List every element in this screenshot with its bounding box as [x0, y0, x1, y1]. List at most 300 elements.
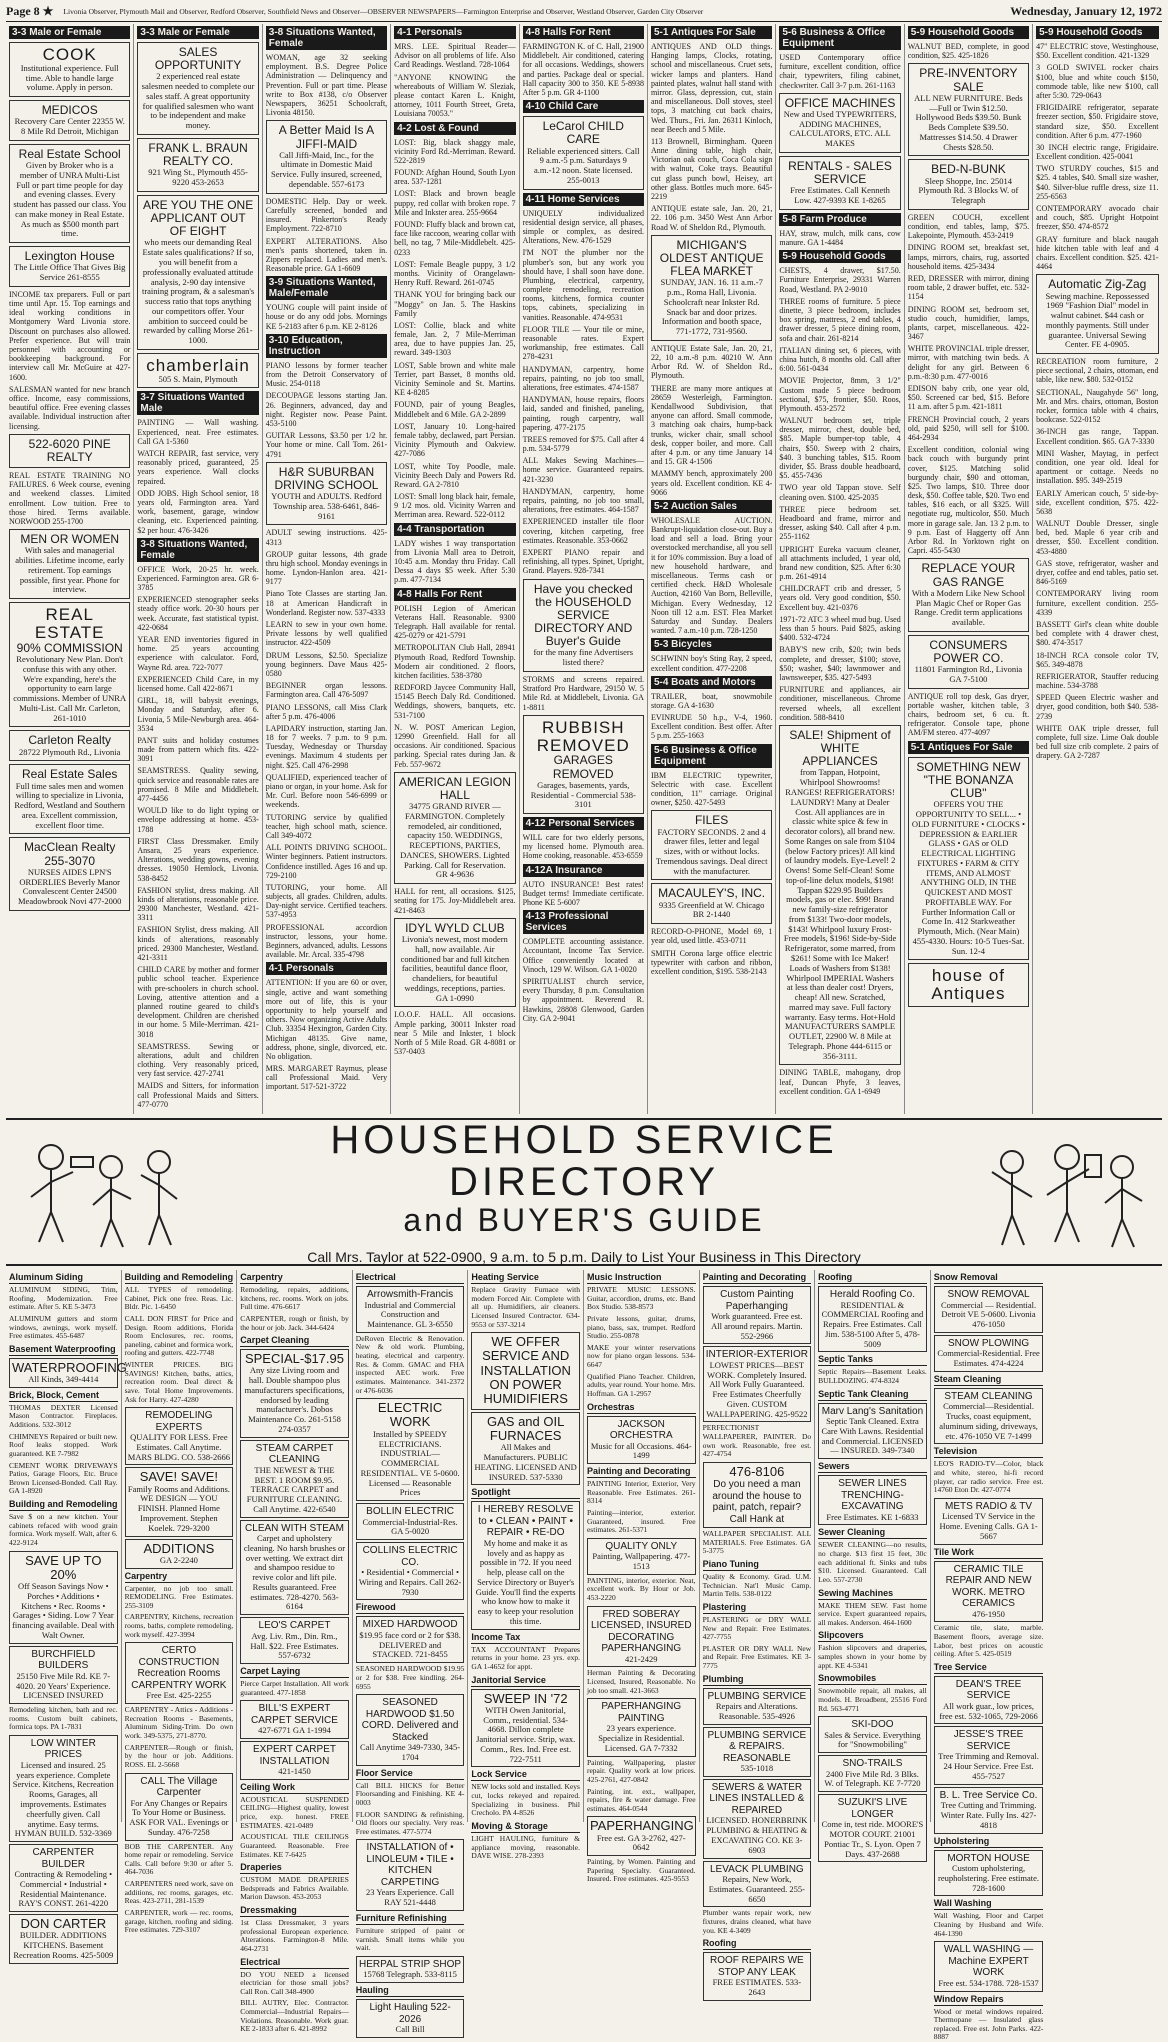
- directory-column: [931, 1270, 1047, 2042]
- display-ad: [523, 116, 644, 189]
- display-ad: [394, 918, 515, 1008]
- display-ad-body: Contracting & Remodeling • Commercial • Industrial • Residential Maintenance. RAY'S CONST. 261-4220: [14, 1869, 113, 1909]
- display-ad: [934, 1561, 1044, 1623]
- classified-ad: Carpenter, no job too small. REMODELING. Free Estimates. 255-3109: [124, 1583, 234, 1610]
- display-ad: [703, 1861, 812, 1908]
- display-ad-title: QUALITY ONLY: [605, 1540, 678, 1552]
- classified-ad: Herman Painting & Decorating Licensed, Insured, Reasonable. No job too small. 421-3663: [586, 1668, 696, 1695]
- classified-ad: MINI Washer, Maytag, in perfect condition, one year old. Ideal for apartment or cottage. Needs no installation. $95. 349-2519: [1036, 448, 1159, 486]
- category-heading: 4-8 Halls For Rent: [523, 26, 644, 39]
- classified-ad: UPRIGHT Eureka vacuum cleaner, all attachments included, 1 year old, brand new condition, $25. After 6:30 p.m. 261-4914: [779, 544, 901, 582]
- display-ad-body: All work guar., low prices, free est. 532-1065, 729-2066: [939, 1700, 1038, 1721]
- classified-ad: DeRoven Electric & Renovation. New & old work. Plumbing, heating, electrical and carpentry. Res. & Comm. GMAC and FHA inspected AEC work. Free estimates. Maintenance. 341-2372 or 476-6036: [355, 1333, 465, 1395]
- display-ad: [9, 246, 130, 287]
- classified-ad: PIANO LESSONS, call Miss Clark after 5 p.m. 476-4006: [265, 702, 388, 721]
- cartoon-figures-right: [972, 1122, 1162, 1262]
- classified-ad: ANTIQUES AND OLD things. Hanging lamps, Clocks, rotating, school and miscellaneous. Cruet sets, wicker lamps and planters. Hand painted plates, walnut hall stand with mirror. Glass, depression, cut, stain and miscellaneous. Doll stoves, steel tops, 3 matching cut back chairs, Wed. Thurs., Fri. Jan. 26311 Kinloch, near Beech and 5 Mile.: [650, 42, 773, 134]
- display-ad-body: GA 2-2240: [159, 1554, 198, 1565]
- category-heading: 5-4 Boats and Motors: [651, 676, 772, 689]
- classified-ad: Piano Tote Classes are starting Jan. 18 at American Handicraft in Wonderland. Register now. 537-4333: [265, 589, 388, 617]
- classified-ad: FOUND: Afghan Hound, South Lyon area. 537-1281: [394, 168, 516, 187]
- display-ad: [266, 462, 387, 526]
- display-ad-headline: SWEEP IN '72: [483, 1690, 568, 1706]
- display-ad: [703, 1779, 812, 1859]
- category-heading: Carpet Laying: [240, 1666, 349, 1678]
- display-ad-body: • Residential • Commercial • Wiring and Repairs. Call 262-7930: [358, 1567, 462, 1597]
- directory-column: [815, 1270, 931, 1859]
- display-ad: [240, 1617, 349, 1664]
- display-ad-body: 505 S. Main, Plymouth: [158, 373, 238, 384]
- classified-ad: EXPERIENCED Child Care, in my licensed home. Call 422-8671: [137, 674, 259, 693]
- display-ad-body: Licensed TV Service in the Home. Evening Calls. GA 1-5667: [939, 1511, 1038, 1541]
- classified-ad: Remodeling, repairs, additions, kitchens, rec. rooms. Work on jobs. Full time. 476-6617: [240, 1285, 349, 1312]
- classified-ad: ALUMINUM SIDING, Trim, Roofing, Modernization. Free estimate. After 5. KE 5-3473: [9, 1285, 118, 1312]
- columns-column: [520, 24, 648, 1114]
- classified-ad: EXPERT PIANO repair and refinishing, all types. Spinet, Upright, Grand. Players. 928-7341: [522, 547, 644, 576]
- classified-ad: BOB THE CARPENTER. Any home repair or remodeling. Service Calls. Call before 9:30 or after 5. 464-7036: [124, 1841, 234, 1877]
- classified-ad: FRENCH Provincial couch, 2 years old, paid $250, will sell for $100. 464-2934: [907, 414, 1030, 442]
- display-ad-body: LOWEST PRICES—BEST WORK. Completely Insured. All Work Fully Guaranteed. Free Estimates Cheerfully Given. CUSTOM WALLPAPERING. 425-9522: [706, 1359, 808, 1419]
- display-ad: [587, 1416, 696, 1465]
- display-ad: [9, 764, 130, 834]
- classified-ad: LOST: Small long black hair, female, 9 1/2 mos. old. Vicinity Warren and Merriman area. Reward. 522-0112: [394, 492, 516, 520]
- display-ad-title: PRE-INVENTORY SALE: [919, 66, 1018, 94]
- category-heading: 3-8 Situations Wanted, Female: [266, 26, 387, 50]
- display-ad-title: MEN OR WOMEN: [20, 532, 120, 547]
- classified-ad: GROUP guitar lessons, 4th grade thru high school. Monday evenings in home. Lyndon-Hanlon area. 421-9177: [265, 549, 388, 587]
- display-ad-title: MACAULEY'S, INC.: [658, 886, 766, 901]
- category-heading: 5-9 Household Goods: [1036, 26, 1158, 39]
- display-ad-body: All Kinds, 349-4414: [28, 1374, 99, 1385]
- display-ad-body: Installed by SPEEDY ELECTRICIANS. INDUSTRIAL—COMMERCIAL RESIDENTIAL. VE 5-0600. Licensed — Reasonable Prices: [360, 1428, 460, 1498]
- display-ad: [9, 1844, 118, 1912]
- category-heading: 4-12 Personal Services: [523, 817, 644, 830]
- display-ad: [9, 100, 130, 141]
- display-ad-title: PLUMBING SERVICE: [707, 1690, 807, 1702]
- display-ad: [125, 1642, 234, 1704]
- display-ad-body: Repairs, New Work, Estimates. Guaranteed. 255-6650: [708, 1874, 806, 1904]
- category-heading: Snowmobiles: [818, 1673, 927, 1685]
- classified-ad: EXPERIENCED installer tile floor covering, kitchen carpeting, free estimates. Reasonable. 353-0662: [522, 517, 644, 545]
- classified-ad: ATTENTION: If you are 60 or over, single, active and want something more out of life, this is your opportunity to help yourself and others. Now organizing Active Adults Club. 33354 Hexington, Garden City. Michigan 48135. Give name, address, phone, single, divorced, etc. No obligation.: [265, 978, 388, 1061]
- category-heading: Ceiling Work: [240, 1782, 349, 1794]
- display-ad-body: Revolutionary New Plan. Don't confuse this with any other. We're expanding, here's the opportunity to earn large commissions. Member of UNRA Multi-List. Call Mr. Carleton, 261-1010: [13, 654, 127, 723]
- display-ad: [908, 558, 1029, 631]
- display-ad-title: SKI-DOO: [851, 1719, 894, 1731]
- display-ad-body: 427-6771 GA 1-1994: [258, 1725, 331, 1736]
- display-ad-body: who meets our demanding Real Estate sales qualifications? If so, you will benefit from a professionally evaluated attitude analysis, 2-90 day intensive training program, & a salesman's success ratio that tops anything our competitors offer. Your ambition to succeed could be rewarded by calling Morse 261-1000.: [141, 237, 255, 346]
- display-ad: [471, 1689, 580, 1768]
- category-heading: Septic Tank Cleaning: [818, 1389, 927, 1401]
- classified-ad: THANK YOU for bringing back our "Moggy" on Jan. 5. The Haskins Family: [394, 290, 516, 318]
- classified-ad: FASHION Stylist, dress making. All kinds of alterations, reasonably priced. 29300 Manchester, Westland. 421-3311: [137, 925, 259, 963]
- classified-ad: CARPENTER—Rough or finish, by the hour or job. Additions. ROSS. EL 2-5668: [124, 1742, 234, 1769]
- display-ad-headline: COOK: [42, 45, 97, 64]
- category-heading: Spotlight: [471, 1487, 580, 1499]
- display-ad-body: My home and make it as lovely and as happy as possible in '72. If you need help, please call on the Service Directory or Buyer's Guide. You'll find the experts who know how to make it easy to keep your resolution this time.: [475, 1537, 576, 1626]
- display-ad: [908, 963, 1029, 1007]
- classified-ad: HANDYMAN, carpentry, home repairs, painting, no job too small, alterations, free estimates. 474-1587: [522, 364, 644, 392]
- display-ad: [9, 1914, 118, 1964]
- classified-ad: WHOLESALE AUCTION. Bankrupt-liquidation close-out. Buy a load and sell a load. Bring your overstocked merchandise, all you sell it for 10% commission. Buy a load of new household hardware, and miscellaneous. Terms cash or certified check. H&D Wholesale Auction, 42160 Van Born, Belleville, Michigan. Every Wednesday, 12 Noon till 12 a.m. EST. Flea Market Saturday and Sunday. Dealers wanted. 7 a.m.-10 p.m. 728-1250: [650, 515, 773, 636]
- display-ad-title: SUZUKI'S LIVE LONGER: [837, 1797, 908, 1820]
- display-ad-body: Music for all Occasions. 464-1499: [590, 1440, 692, 1461]
- display-ad-body: NURSES AIDES LPN'S ORDERLIES Beverly Manor Convalescent Center 24500 Meadowbrook Novi 477-2000: [17, 866, 122, 907]
- classified-ad: ADULT sewing instructions. 425-4313: [265, 528, 388, 547]
- display-ad: [137, 353, 258, 389]
- classified-ad: LOST: Collie, black and white female, Jan. 2, 7 Mile-Merriman area, due to have puppies Jan. 25, reward. 349-1303: [394, 320, 516, 358]
- display-ad: [356, 1542, 465, 1600]
- classified-ad: Painting, Wallpapering, plaster repair. Quality work at low prices. 425-2761, 427-0842: [586, 1757, 696, 1784]
- display-ad-title: SNOW REMOVAL: [947, 1289, 1030, 1300]
- columns-column: [905, 24, 1033, 1114]
- display-ad-title: WALL WASHING — Machine EXPERT WORK: [943, 1944, 1034, 1979]
- display-ad-title: IDYL WYLD CLUB: [405, 920, 505, 935]
- classified-ad: ANTIQUE Estate Sale, Jan. 20, 21, 22, 10 a.m.-8 p.m. 40210 W. Ann Arbor Rd. W. of Sheldon Rd., Plymouth.: [650, 343, 773, 381]
- display-ad-title: REPLACE YOUR GAS RANGE: [921, 561, 1016, 589]
- display-ad-headline: SPECIAL-$17.95: [244, 1351, 344, 1367]
- display-ad-headline: 476-8106: [729, 1463, 785, 1479]
- classified-ad: BILL AUTRY, Elec. Contractor. Commercial—Industrial Repairs—Violations. Reasonable. Work guar. KE 2-1833 after 6. 421-8992: [240, 1998, 349, 2034]
- display-ad-title: Arrowsmith-Francis: [367, 1289, 454, 1300]
- classified-ad: REDFORD Jaycee Community Hall, 15145 Beech Daly Rd. Conditioned. Weddings, showers, banquets, etc. 531-7100: [394, 683, 516, 720]
- display-ad-title: FRED SOBERAY LICENSED, INSURED DECORATING PAPERHANGING: [590, 1608, 692, 1655]
- display-ad-body: 23 years experience. Specialize in Residential. Licensed. GA 7-7332: [598, 1723, 685, 1753]
- classified-columns: [6, 24, 1162, 1114]
- display-ad: [240, 1700, 349, 1739]
- display-ad: [240, 1520, 349, 1616]
- display-ad-title: DEAN'S TREE SERVICE: [955, 1678, 1022, 1702]
- classified-ad: RECORD-O-PHONE, Model 69, 1 year old, used little. 453-0711: [650, 927, 773, 946]
- display-ad: [934, 1676, 1044, 1725]
- display-ad-headline: SAVE! SAVE!: [139, 1469, 219, 1485]
- classified-ad: WALNUT BED, complete, in good condition, $25. 425-1826: [907, 42, 1030, 61]
- display-ad-body: Commercial-Industrial-Res. GA 5-0020: [362, 1516, 458, 1537]
- display-ad-body: Any size Living room and hall. Double shampoo plus manufacturers specifications, endorsed by leading manufacturer's. Dobos Maintenance Co. 261-5158 274-0357: [244, 1365, 345, 1435]
- classified-ad: LOST, January 10. Long-haired female tabby, declawed, part Persian. Vicinity Plymouth and Oakview. 427-7086: [394, 421, 516, 459]
- display-ad-title: MORTON HOUSE: [947, 1852, 1030, 1864]
- classified-ad: I'M NOT the plumber nor the plumber's son, but any work you should have, I shall soon have done. Plumbing, electrical, carpentry, complete remodeling, recreation rooms, kitchens, formica counter tops, cabinets, specializing in vanities. Reasonable. 474-9531: [522, 248, 644, 322]
- display-ad-headline: WATERPROOFING: [12, 1359, 127, 1375]
- classified-ad: AUTO INSURANCE! Best rates! Budget terms! Immediate certificate. Phone KE 5-6007: [522, 879, 644, 908]
- display-ad-body: Avg. Liv. Rm., Din. Rm., Hall. $22. Free Estimates. 557-6732: [250, 1630, 339, 1661]
- classified-ad: DINING ROOM set, bedroom set, studio couch, humidifier, lamps, plants, carpet, miscellaneous. 422-3467: [907, 304, 1030, 342]
- classified-ad: HALL for rent, all occasions. $125, seating for 175. Joy-Middlebelt area. 421-8463: [394, 887, 516, 915]
- classified-ad: FIRST Class Dressmaker. Emily Ansara, 25 years experience. Alterations, wedding gowns, evening dresses. 19050 Hemlock, Livonia. 538-8452: [137, 836, 259, 883]
- columns-column: [776, 24, 904, 1114]
- classified-ad: WHITE PROVINCIAL triple dresser, mirror, with matching twin beds. A delight for any girl. Between 6 p.m.-8:30 p.m. 477-0016: [907, 344, 1030, 381]
- display-ad: [703, 1462, 812, 1528]
- category-heading: Piano Tuning: [703, 1559, 812, 1571]
- display-ad: [908, 635, 1029, 689]
- display-ad-title: INTERIOR-EXTERIOR: [705, 1349, 808, 1361]
- display-ad-body: QUALITY FOR LESS. Free Estimates. Call Anytime. MARS BLDG. CO. 538-2666: [127, 1432, 231, 1462]
- display-ad: [779, 156, 900, 210]
- classified-ad: LOST, white Toy Poodle, male. Vicinity Beech Daly and Powers Rd. Reward. GA 2-7810: [394, 461, 516, 489]
- classified-ad: EXPERT ALTERATIONS. Also men's pants shortened, taken in. Zippers replaced. Ladies and men's. Reasonable price. GA 1-6609: [265, 236, 388, 274]
- classified-ad: DECOUPAGE lessons starting Jan. 26. Beginners, advanced, day and night. Register now. Pease Paint. 453-5100: [265, 391, 388, 428]
- display-ad: [266, 120, 387, 193]
- category-heading: Tree Service: [934, 1662, 1044, 1674]
- display-ad-body: 23 Years Experience. Call RAY 521-4448: [366, 1887, 455, 1908]
- display-ad-body: Livonia's newest, most modern hall, now available. Air conditioned bar and full kitchen facilities, beautiful dance floor, chandeliers, for beautiful weddings, receptions, parties. GA 1-0990: [400, 934, 510, 1003]
- display-ad-body: Call Anytime 349-7330, 345-1704: [360, 1742, 461, 1762]
- classified-ad: BABY'S new crib, $20; twin beds complete, and dresser, $100; stove, $50; washer, $40; lawnmower and lawnsweeper, $35. 427-5493: [779, 645, 901, 682]
- display-ad: [703, 1688, 812, 1725]
- display-ad: [908, 159, 1029, 209]
- category-heading: 4-2 Lost & Found: [394, 122, 515, 135]
- classified-ad: YOUNG couple will paint inside of house or do any odd jobs. Mornings KE 5-2183 after 6 p.m. KE 2-8126: [265, 303, 388, 331]
- category-heading: Orchestras: [587, 1402, 696, 1414]
- classified-ad: ACOUSTICAL SUSPENDED CEILING—Highest quality, lowest price, exp. honest. FREE ESTIMATES. 421-0489: [240, 1794, 349, 1830]
- display-ad-body: Come in, test ride. MOORE'S MOTOR COURT. 21001 Pontiac Tr., S. Lyon. Open 7 Days. 437-2688: [821, 1819, 924, 1859]
- category-heading: Moving & Storage: [471, 1821, 580, 1833]
- workmen-illustration-icon: [11, 1127, 191, 1257]
- columns-column: [134, 24, 262, 1114]
- classified-ad: Pierce Carpet Installation. All work guaranteed. 477-1858: [240, 1679, 349, 1697]
- classified-ad: CARPENTERS need work, save on additions, rec rooms, garages, etc. Reas. 423-2711, 281-1539: [124, 1879, 234, 1906]
- classified-ad: TRAILER, boat, snowmobile storage. GA 4-1630: [650, 691, 773, 710]
- display-ad: [9, 144, 130, 243]
- display-ad-title: ROOF REPAIRS WE STOP ANY LEAK: [710, 1955, 804, 1978]
- classified-ad: FARMINGTON K. of C. Hall, 21900 Middlebelt. Air conditioned, catering for all occasions. Weddings, showers and parties. Package deal or special. Hall capacity 300 to 350. KE 5-8938 After 5 p.m. GR 4-1100: [522, 42, 644, 97]
- directory-subtitle: and BUYER'S GUIDE: [403, 1202, 765, 1239]
- cartoon-figures-left: [6, 1122, 196, 1262]
- classified-ad: 30 INCH electric range, Frigidaire. Excellent condition. 425-0041: [1036, 142, 1159, 162]
- classified-ad: DINING TABLE, mahogany, drop leaf, Duncan Phyfe, 3 leaves, excellent condition. GA 1-6949: [779, 1068, 901, 1096]
- classified-ad: TWO year old Tappan stove. Self cleaning oven. $100. 425-2035: [779, 483, 901, 502]
- category-heading: Dressmaking: [240, 1905, 349, 1917]
- classified-ad: Private lessons, guitar, drums, piano, bass, sax, trumpet. Redford Studio. 255-0878: [586, 1313, 696, 1341]
- display-ad-body: Institutional experience. Full time. Able to handle large volume. Apply in person.: [20, 62, 119, 93]
- classified-ad: FASHION stylist, dress making. All kinds of alterations, reasonable price. 29300 Manchester, Westland. 421-3311: [137, 885, 259, 923]
- display-ad-body: 15768 Telegraph. 533-8115: [363, 1969, 457, 1980]
- display-ad-body: 921 Wing St., Plymouth 455-9220 453-2653: [148, 167, 248, 188]
- display-ad: [934, 1726, 1044, 1784]
- display-ad: [356, 1503, 465, 1540]
- classified-ad: Qualified Piano Teacher. Children, adults, year round. Your home. Mrs. Hoffman. GA 1-2957: [586, 1371, 696, 1398]
- display-ad: [125, 1467, 234, 1536]
- classified-ad: MRS. MARGARET Raymus, please call Professional Maid. Very important. 517-521-3722: [265, 1064, 388, 1092]
- directory-column: [584, 1270, 700, 1884]
- display-ad-title: STEAM CLEANING: [944, 1390, 1033, 1402]
- classified-ad: THOMAS DEXTER Licensed Mason Contractor. Fireplaces. Additions. 532-3012: [9, 1402, 118, 1430]
- display-ad-title: MEDICOS: [41, 103, 98, 118]
- classified-ad: Plumber wants repair work, new fixtures, drains cleaned, what have you. KE 4-3409: [702, 1908, 812, 1935]
- display-ad: [9, 1358, 127, 1388]
- classified-ad: 18-INCH RCA console color TV, $65. 349-4878: [1036, 650, 1159, 669]
- category-heading: Roofing: [703, 1938, 812, 1950]
- display-ad-title: SNOW PLOWING: [947, 1337, 1030, 1349]
- classified-ad: Excellent condition, colonial wing back couch with burgundy print cover, $125. Matching solid burgundy chair, $90 and ottoman, $25. Two lamps, $10. Three door desk, $50. Coffee table, $20. Two end tables, $16 each, or all $325. Will negotiate rug, multicolor, $50. Much more in garage sale. Jan. 13 2 p.m. to 9 p.m. East of Haggerty off Ann Arbor Rd. In Yorktown right on Capri. 455-5430: [907, 445, 1030, 556]
- display-ad-title: A Better Maid Is A JIFFI-MAID: [278, 123, 375, 151]
- classified-ad: SEWER CLEANING—no results, no charge. $13 first 15 feet, 30c each additional ft. Sinks and tubs $10. Licensed. Guaranteed. Call Leo. 557-2730: [818, 1540, 927, 1584]
- display-ad: [587, 1698, 696, 1756]
- display-ad-title: SEWERS & WATER LINES INSTALLED & REPAIRED: [709, 1781, 805, 1816]
- category-heading: 5-9 Household Goods: [908, 26, 1029, 39]
- display-ad-body: ALL NEW FURNITURE. Beds—Full or Twin $12.50. Hollywood Beds $39.50. Bunk Beds Complete $39.50. Mattresses $14.50. 4 Drawer Chests $28.50.: [914, 92, 1023, 152]
- page-number: Page 8 ★: [6, 4, 54, 18]
- display-ad-title: CONSUMERS POWER CO.: [929, 637, 1008, 666]
- classified-ad: TUTORING, your home. All subjects, all grades. Children, adults. Day-night service. Certified teachers. 537-4953: [265, 882, 388, 920]
- masthead: [6, 2, 1162, 22]
- classified-ad: LOST: Female Beagle puppy, 3 1/2 months. Vicinity of Orangelawn-Henry Ruff. Reward. 261-0745: [394, 259, 516, 288]
- category-heading: 5-1 Antiques For Sale: [908, 741, 1029, 754]
- display-ad-body: Free Estimates. KE 1-6833: [826, 1511, 919, 1522]
- classified-ad: TWO STURDY couches, $15 and $25. 4 tables, $40. Small size washer, $40. Silver-blue ruffle dress, size 11. 255-6563: [1036, 164, 1159, 201]
- classified-ad: Furniture stripped of paint or varnish. Small items while you wait.: [355, 1925, 465, 1953]
- classified-ad: POLISH Legion of American Veterans Hall. Reasonable. 9300 Telegraph. Hall available for rental. 425-0279 or 421-5791: [394, 603, 516, 641]
- classified-ad: Painting, by Women. Painting and Papering Specialty. Guaranteed. Insured. Free estimates. 425-9553: [586, 1857, 696, 1884]
- display-ad-body: RESIDENTIAL & COMMERCIAL Roofing and Repairs. Free Estimates. Call Jim. 538-5100 After 5, 478-5009: [821, 1299, 924, 1349]
- classified-ad: WALNUT bedroom set, triple dresser, mirror, chest, double bed, $85. Maple bumper-top table, 4 chairs, $50. Sweep with 2 chairs, $40. 3 bunching tables, $15. Room divider, $5. Brass double headboard, $5. 455-7436: [779, 416, 901, 481]
- classified-ad: Septic Repairs—Basement Leaks. BULLDOZING. 474-8324: [818, 1367, 927, 1385]
- columns-column: [391, 24, 519, 1114]
- display-ad-body: Tree Trimming and Removal. 24 Hour Service. Free Est. 455-7527: [938, 1751, 1039, 1782]
- publication-line: Livonia Observer, Plymouth Mail and Observer, Redford Observer, Southfield News and Observer—OBSERVER NEWSPAPERS—Farmington Enterprise and Observer, Westland Observer, Garden City Observer: [63, 7, 704, 16]
- display-ad-body: Tree Cutting and Trimming. Winter Rate. Fully Ins. 427-4818: [940, 1800, 1037, 1830]
- directory-column: [122, 1270, 238, 1935]
- classified-ad: Wall Washing, Floor and Carpet Cleaning by Husband and Wife. 464-1390: [933, 1911, 1044, 1938]
- category-heading: 5-1 Antiques For Sale: [651, 26, 772, 39]
- display-ad-title: LEVACK PLUMBING: [709, 1863, 804, 1875]
- classified-ad: FOUND, pair of young Beagles, Middlebelt and 6 Mile. GA 2-2899: [394, 400, 516, 419]
- display-ad-body: Commercial — Residential. Detroit VE 5-0600. Livonia 476-1050: [940, 1299, 1037, 1330]
- display-ad-body: 2 experienced real estate salesmen needed to complete our sales staff. A great opportunity for qualified salesmen who want to be independent and make money.: [141, 71, 255, 131]
- display-ad: [523, 715, 644, 814]
- classified-ad: CUSTOM MADE DRAPERIES Bedspreads and Fabrics Available. Marion Dawson. 453-2053: [240, 1875, 349, 1902]
- display-ad-body: Custom upholstering, reupholstering. Free estimate. 728-1600: [938, 1863, 1040, 1893]
- classified-ad: GAS stove, refrigerator, washer and dryer, coffee and end tables, patio set. 846-5169: [1036, 558, 1159, 587]
- category-heading: Carpentry: [240, 1272, 349, 1284]
- display-ad-headline: DON CARTER: [20, 1916, 107, 1932]
- category-heading: Wall Washing: [934, 1898, 1044, 1910]
- display-ad: [934, 1941, 1044, 1991]
- display-ad-title: CERTO CONSTRUCTION Recreation Rooms CARPENTRY WORK: [131, 1645, 227, 1691]
- display-ad-body: from Tappan, Hotpoint, Whirlpool Showrooms! RANGES! REFRIGERATORS! LAUNDRY! Many at Dealer Cost. All appliances are in classic white spice & few in decorator colors), all brand new. Some Ranges on sale from $104 (below Factory prices)! All kind of laundry models. Eye-Level! 2 Ovens! Some Self-Clean! Some top-of-line delux models, $198! Tappan $229.95 Builders models, gas or elec. $99! Brand new family-size refrigerator from $133! Two-door models, $143! Whirlpool luxury Frost-Free models, $196! Side-by-Side Refrigerator, some marred, from $261! Some with Ice Maker! Loads of Washers from $138! Whirlpool IMPERIAL Washers at less than dealer cost! Dryers, cheap! All new. Scratched, marred may save. Full factory warranty. Easy terms. Hot+Hold MANUFACTURERS SAMPLE OUTLET, 22900 W. 8 Mile at Telegraph. Phone 444-6115 or 356-3111.: [783, 767, 897, 1061]
- category-heading: Building and Remodeling: [124, 1272, 234, 1282]
- display-ad-title: CALL The Village Carpenter: [140, 1775, 218, 1798]
- category-heading: 3-3 Male or Female: [137, 26, 258, 39]
- classified-ad: LOST: Big, black shaggy male, vicinity Ford Rd.-Merriman. Reward. 522-2819: [394, 137, 516, 165]
- classified-ad: THREE rooms of furniture. 5 piece dinette, 3 piece bedroom, includes box spring, mattress, 2 end tables, 4 drawer dresser, 5 piece dining room, sofa and chair. 261-8214: [779, 296, 901, 343]
- category-heading: Painting and Decorating: [587, 1466, 696, 1478]
- display-ad: [240, 1440, 349, 1518]
- display-ad-title: LeCarol CHILD CARE: [542, 119, 624, 147]
- display-ad: [125, 1773, 234, 1841]
- classified-ad: TREES removed for $75. Call after 4 p.m. 534-5779: [522, 434, 644, 454]
- classified-ad: MAKE THEM SEW. Fast home service. Expert guaranteed repairs, all makes. Anderson. 464-1600: [818, 1600, 927, 1627]
- display-ad-body: Painting, Wallpapering. 477-1513: [592, 1551, 691, 1572]
- display-ad-body: New and Used TYPEWRITERS, ADDING MACHINES, CALCULATORS, ETC. ALL MAKES: [783, 108, 897, 149]
- category-heading: Television: [934, 1446, 1044, 1458]
- display-ad-body: Commercial—Residential. Trucks, coast equipment, aluminum siding, driveways, etc. 476-1050 VE 7-1499: [939, 1401, 1038, 1441]
- classified-ad: N. W. POST American Legion, 12990 Greenfield. Hall for all occasions. Air conditioned. Spacious parking. Special rates during Jan. & Feb. 557-9672: [394, 722, 516, 769]
- classified-ad: CARPENTER, work — rec. rooms, garage, kitchen, roofing and siding. Free estimates. 729-3107: [124, 1907, 234, 1935]
- category-heading: Tile Work: [934, 1547, 1044, 1559]
- display-ad-body: Sewing machine. Repossessed 1969 "Fashion Dial" model in walnut cabinet. $44 cash or monthly payments. Still under guarantee. Universal Sewing Center. FE 4-0905.: [1045, 290, 1150, 350]
- display-ad: [9, 42, 130, 97]
- classified-ad: FLOOR SANDING & refinishing. Old floors our specialty. Very reas. Free estimates. 477-5774: [355, 1809, 465, 1836]
- classified-ad: 36-INCH gas range, Tappan. Excellent condition. $65. GA 7-3330: [1036, 427, 1159, 446]
- category-heading: 4-10 Child Care: [523, 100, 644, 113]
- display-ad-body: 476-1950: [972, 1608, 1005, 1619]
- classified-ad: "ANYONE KNOWING the whereabouts of William W. Sleziak, please contact Karen L. Knight, attorney, 1011 Fourth Street, Greta, Louisiana 70053.": [394, 72, 516, 119]
- classified-ad: USED Contemporary office furniture, excellent condition, office chair, typewriters, filing cabinet, checkwriter. Call 3-7 p.m. 261-1163: [779, 53, 901, 90]
- classified-ad: FRIGIDAIRE refrigerator, separate freezer section, $50. Frigidaire stove, standard size, $50. Excellent condition. After 6 p.m. 477-1960: [1036, 103, 1159, 140]
- category-heading: 4-1 Personals: [394, 26, 515, 39]
- display-ad: [356, 1999, 465, 2038]
- display-ad-body: 28722 Plymouth Rd., Livonia: [19, 746, 121, 757]
- display-ad-body: Free est. 534-1788. 728-1537: [938, 1977, 1039, 1988]
- classified-ad: LADY wishes 1 way transportation from Livonia Mall area to Detroit, 10:45 a.m. Monday thru Friday. Call Dessa 4 days $5 week. After 5:30 p.m. 477-7134: [394, 538, 516, 585]
- display-ad-headline: chamberlain: [146, 355, 250, 375]
- classified-ad: DO YOU NEED a licensed electrician for those small jobs? Call Ron. Call 348-4900: [240, 1969, 349, 1996]
- category-heading: 3-10 Education, Instruction: [266, 334, 387, 358]
- classified-ad: BASSETT Girl's clean white double bed complete with 4 drawer chest, $80. 474-3517: [1036, 619, 1159, 648]
- category-heading: 4-11 Home Services: [523, 193, 644, 206]
- classified-ad: Remodeling kitchen, bath and rec. rooms. Custom built cabinets, formica tops. PA 1-7831: [9, 1705, 118, 1732]
- display-ad-title: EXPERT CARPET INSTALLATION: [252, 1744, 336, 1767]
- display-ad-title: Real Estate Sales: [22, 767, 118, 782]
- display-ad: [471, 1332, 580, 1409]
- display-ad-body: SUNDAY, JAN. 16. 11 a.m.-7 p.m., Roma Hall, Livonia. Schoolcraft near Inkster Rd. Snack bar and door prizes. Information and booth space, 771-1772, 731-9560.: [660, 277, 763, 337]
- display-ad: [137, 138, 258, 192]
- classified-ad: SEASONED HARDWOOD $19.95 or 2 for $38. Free kindling. 264-6955: [355, 1664, 465, 1691]
- display-ad-body: Commercial-Residential. Free Estimates. 474-4224: [937, 1348, 1040, 1369]
- issue-date: Wednesday, January 12, 1972: [1010, 4, 1162, 18]
- display-ad-title: STEAM CARPET CLEANING: [255, 1442, 334, 1466]
- display-ad-title: I HEREBY RESOLVE to • CLEAN • PAINT • REPAIR • RE-DO: [477, 1504, 574, 1539]
- display-ad-title: LOW WINTER PRICES: [30, 1737, 96, 1761]
- display-ad-title: BURCHFIELD BUILDERS: [31, 1648, 96, 1672]
- classified-ad: REFRIGERATOR, Stauffer reducing machine. 534-3788: [1036, 671, 1159, 691]
- classified-ad: ODD JOBS. High School senior, 18 years old, Farmington area. Yard work, basement, garage, window cleaning, etc. Experienced painting. $2 per hour. 476-3426: [137, 488, 259, 535]
- display-ad: [1036, 274, 1158, 354]
- display-ad: [356, 1616, 465, 1663]
- display-ad: [523, 579, 644, 672]
- classified-ad: ACOUSTICAL TILE CEILINGS Guaranteed. Reasonable. Free Estimates. KE 7-6425: [240, 1832, 349, 1859]
- display-ad: [587, 1538, 696, 1575]
- display-ad: [934, 1388, 1044, 1445]
- display-ad: [934, 1787, 1044, 1834]
- display-ad: [818, 1475, 927, 1525]
- display-ad: [125, 1539, 234, 1569]
- classified-ad: Ceramic tile, slate, marble. Basement floors, average size. Labor, best prices on acoustic ceiling. After 5. 425-0519: [933, 1623, 1044, 1659]
- classified-ad: ALL TYPES of remodeling. Cabinet, Pick one free. Reas. Lic. Bldr. Pic. 1-6450: [124, 1285, 234, 1312]
- category-heading: Painting and Decorating: [703, 1272, 812, 1284]
- display-ad-body: 421-1450: [278, 1766, 311, 1777]
- classified-ad: 113 Brownell, Birmingham. Queen Anne dining table, high chair, Victorian oak couch, Coca Cola sign with walnut, Coke trays. Beautiful cut glass punch bowl, Heisey, art other glass. Bottles much more. 645-2219: [650, 136, 773, 201]
- classified-ad: ANTIQUE roll top desk, Gas dryer, portable washer, kitchen table, 3 chairs, bedroom set, 6 cu. ft. refrigerator. Console tape, phone AM/FM stereo. 477-4097: [907, 691, 1030, 738]
- display-ad-title: RENTALS - SALES SERVICE: [788, 159, 892, 187]
- category-heading: Snow Removal: [934, 1272, 1044, 1284]
- category-heading: Floor Service: [356, 1768, 465, 1780]
- category-heading: Plastering: [703, 1602, 812, 1614]
- display-ad: [818, 1403, 927, 1460]
- display-ad-title: INSTALLATION of • LINOLEUM • TILE • KITCHEN CARPETING: [366, 1842, 454, 1888]
- display-ad: [9, 529, 130, 599]
- classified-ad: CARPENTRY, Kitchens, recreation rooms, baths, complete remodeling, work myself. 427-3994: [124, 1612, 234, 1639]
- display-ad-body: YOUTH and ADULTS. Redford Township area. 538-6461, 846-9161: [271, 491, 382, 521]
- display-ad-body: 535-1018: [740, 1763, 774, 1774]
- display-ad-title: SOMETHING NEW "THE BONANZA CLUB": [916, 759, 1021, 801]
- classified-ad: SPIRITUALIST church service, every Thursday, 8 p.m. Consultation by appointment. Reverend R. Hawkins, 28808 Glenwood, Garden City. GA 2-9041: [522, 976, 644, 1023]
- display-ad-headline: GAS and OIL FURNACES: [487, 1413, 565, 1443]
- classified-ad: IBM ELECTRIC typewriter, Selectric with case. Excellent condition, 11" carriage. Original owner, $250. 427-5493: [650, 770, 773, 808]
- classified-ad: BEGINNER organ lessons. Farmington area. Call 476-5097: [265, 681, 388, 700]
- display-ad-title: Light Hauling 522-2026: [369, 2002, 451, 2025]
